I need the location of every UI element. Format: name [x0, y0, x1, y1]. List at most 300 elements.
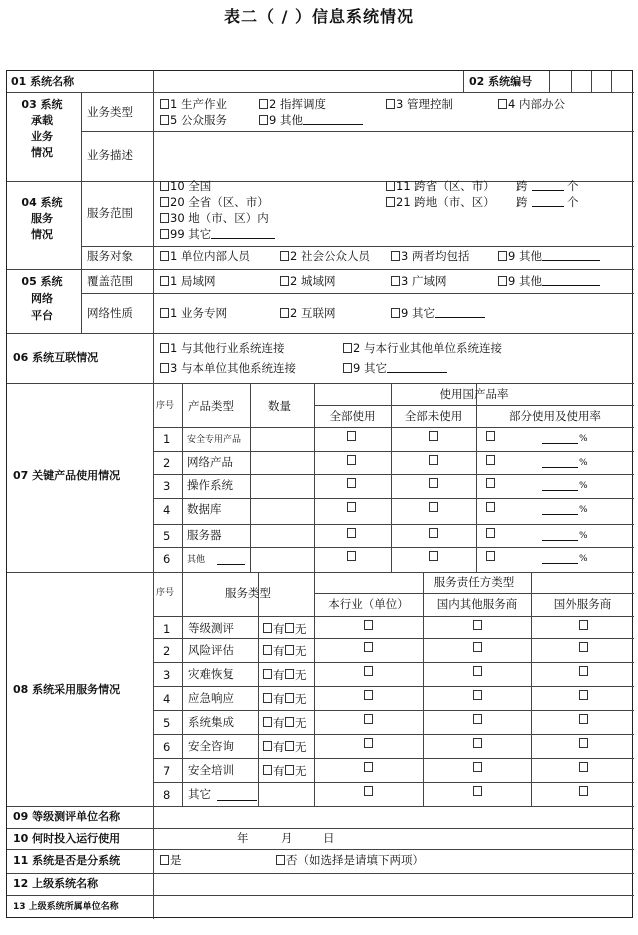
all-used-checkbox[interactable] [347, 528, 356, 538]
business-label-line: 情况 [31, 146, 53, 159]
grid-line [153, 547, 634, 548]
local-provider-checkbox[interactable] [364, 690, 373, 700]
usage-rate-blank[interactable] [542, 432, 578, 444]
grid-line [153, 734, 634, 735]
grid-line [81, 246, 634, 247]
domestic-provider-checkbox[interactable] [473, 786, 482, 796]
seq-header: 序号 [156, 588, 175, 598]
row-number: 2 [163, 644, 171, 658]
checkbox-label: 5 公众服务 [170, 113, 227, 127]
biz-type-option[interactable] [259, 97, 326, 111]
grid-line [7, 806, 634, 807]
foreign-provider-checkbox[interactable] [579, 666, 588, 676]
partial-used-checkbox[interactable] [486, 431, 495, 441]
grid-line [7, 828, 634, 829]
business-label-line: 业务 [31, 130, 53, 143]
checkbox-label: 11 跨省（区、市） [396, 179, 495, 193]
checkbox[interactable] [386, 99, 395, 109]
checkbox[interactable] [160, 99, 169, 109]
has-checkbox[interactable] [263, 669, 272, 679]
biz-type-option[interactable] [160, 97, 227, 111]
none-checkbox[interactable] [285, 741, 294, 751]
product-name: 安全专用产品 [187, 435, 242, 445]
interconnect-option[interactable] [160, 361, 296, 375]
scope-option[interactable] [160, 211, 269, 225]
checkbox[interactable] [160, 229, 169, 239]
none-label: 无 [295, 764, 307, 778]
checkbox-label: 10 全国 [170, 179, 212, 193]
qty-header: 数量 [268, 399, 291, 413]
local-provider-checkbox[interactable] [364, 642, 373, 652]
none-used-checkbox[interactable] [429, 455, 438, 465]
scope-option[interactable] [160, 227, 275, 241]
has-label: 有 [273, 692, 285, 706]
year-label: 年 [237, 831, 249, 845]
local-provider-checkbox[interactable] [364, 786, 373, 796]
checkbox-label: 2 城域网 [290, 274, 336, 288]
grid-line [153, 662, 634, 663]
grid-line [463, 71, 464, 92]
row-number: 5 [163, 529, 171, 543]
domestic-provider-checkbox[interactable] [473, 762, 482, 772]
none-checkbox[interactable] [285, 717, 294, 727]
fill-in-blank[interactable] [303, 113, 363, 125]
row-number: 6 [163, 552, 171, 566]
target-option[interactable] [160, 249, 250, 263]
all-used-checkbox[interactable] [347, 455, 356, 465]
span-label: 跨 [516, 195, 528, 209]
business-desc-label: 业务描述 [87, 148, 133, 162]
operation-date-label: 10 何时投入运行使用 [13, 832, 121, 845]
local-provider-checkbox[interactable] [364, 714, 373, 724]
grid-line [153, 474, 634, 475]
count-unit: 个 [567, 195, 579, 209]
checkbox[interactable] [280, 251, 289, 261]
grid-line [314, 593, 634, 594]
domestic-provider-checkbox[interactable] [473, 666, 482, 676]
checkbox[interactable] [280, 276, 289, 286]
grid-line [81, 269, 82, 333]
has-label: 有 [273, 644, 285, 658]
grid-line [258, 572, 259, 806]
scope-option[interactable] [160, 179, 211, 193]
checkbox[interactable] [391, 251, 400, 261]
foreign-provider-checkbox[interactable] [579, 738, 588, 748]
checkbox[interactable] [386, 197, 395, 207]
row-number: 4 [163, 692, 171, 706]
cover-label: 覆盖范围 [87, 274, 133, 288]
grid-line [153, 333, 154, 383]
other-service-blank[interactable] [217, 789, 257, 801]
grid-line [153, 806, 154, 919]
row-number: 4 [163, 503, 171, 517]
page-title: 表二（ / ）信息系统情况 [224, 7, 414, 26]
checkbox-label: 99 其它 [170, 227, 212, 241]
checkbox[interactable] [160, 115, 169, 125]
biz-type-option[interactable] [160, 113, 227, 127]
key-product-label: 07 关键产品使用情况 [13, 469, 121, 482]
service-type-header: 服务类型 [225, 586, 271, 600]
checkbox[interactable] [391, 308, 400, 318]
cover-option[interactable] [391, 274, 446, 288]
domestic-provider-header: 国内其他服务商 [436, 597, 518, 611]
has-checkbox[interactable] [263, 623, 272, 633]
interconnect-label: 06 系统互联情况 [13, 351, 99, 364]
service-name: 系统集成 [188, 715, 234, 729]
grid-line [153, 686, 634, 687]
checkbox[interactable] [160, 855, 169, 865]
service-usage-label: 08 系统采用服务情况 [13, 683, 121, 696]
checkbox-label: 3 广域网 [401, 274, 447, 288]
grid-line [153, 498, 634, 499]
target-option[interactable] [391, 249, 469, 263]
none-label: 无 [295, 644, 307, 658]
service-name: 安全培训 [188, 763, 234, 777]
service-target-label: 服务对象 [87, 249, 133, 263]
fill-in-blank[interactable] [532, 195, 564, 207]
checkbox-label: 3 管理控制 [396, 97, 453, 111]
row-number: 1 [163, 622, 171, 636]
fill-in-blank[interactable] [435, 306, 485, 318]
partial-used-checkbox[interactable] [486, 478, 495, 488]
grid-line [611, 71, 612, 92]
parent-org-label: 13 上级系统所属单位名称 [13, 902, 119, 912]
cover-option[interactable] [280, 274, 335, 288]
none-used-checkbox[interactable] [429, 431, 438, 441]
none-label: 无 [295, 740, 307, 754]
percent-sign: % [579, 434, 588, 444]
interconnect-option[interactable] [343, 341, 502, 355]
service-name: 风险评估 [188, 643, 234, 657]
has-checkbox[interactable] [263, 765, 272, 775]
all-used-checkbox[interactable] [347, 478, 356, 488]
scope-option[interactable] [386, 195, 495, 209]
service-name: 等级测评 [188, 621, 234, 635]
percent-sign: % [579, 458, 588, 468]
checkbox[interactable] [160, 181, 169, 191]
product-name: 服务器 [187, 528, 222, 542]
local-provider-checkbox[interactable] [364, 666, 373, 676]
grid-line [7, 895, 634, 896]
row-number: 6 [163, 740, 171, 754]
checkbox[interactable] [259, 115, 268, 125]
none-label: 无 [295, 716, 307, 730]
nature-option[interactable] [391, 306, 485, 320]
checkbox-label: 20 全省（区、市） [170, 195, 269, 209]
percent-sign: % [579, 481, 588, 491]
checkbox-label: 1 局域网 [170, 274, 216, 288]
checkbox-label: 30 地（市、区）内 [170, 211, 269, 225]
day-label: 日 [323, 831, 335, 845]
assessor-name-label: 09 等级测评单位名称 [13, 810, 121, 823]
business-label-line: 承载 [31, 114, 53, 127]
checkbox-label: 是 [170, 853, 182, 867]
info-system-form [6, 70, 633, 918]
service-scope-label: 服务范围 [87, 206, 133, 220]
domestic-provider-checkbox[interactable] [473, 690, 482, 700]
biz-type-option[interactable] [386, 97, 453, 111]
row-number: 8 [163, 788, 171, 802]
checkbox-label: 9 其他 [508, 249, 542, 263]
none-used-checkbox[interactable] [429, 551, 438, 561]
all-used-checkbox[interactable] [347, 431, 356, 441]
local-provider-checkbox[interactable] [364, 620, 373, 630]
grid-line [7, 333, 634, 334]
service-name: 安全咨询 [188, 739, 234, 753]
checkbox[interactable] [498, 99, 507, 109]
has-checkbox[interactable] [263, 717, 272, 727]
checkbox-label: 9 其他 [269, 113, 303, 127]
checkbox-label: 21 跨地（市、区） [396, 195, 495, 209]
checkbox[interactable] [280, 308, 289, 318]
checkbox[interactable] [160, 276, 169, 286]
cover-option[interactable] [498, 274, 600, 288]
checkbox-label: 2 指挥调度 [269, 97, 326, 111]
interconnect-option[interactable] [160, 341, 284, 355]
row-number: 1 [163, 432, 171, 446]
nature-option[interactable] [160, 306, 227, 320]
nature-label: 网络性质 [87, 306, 133, 320]
checkbox[interactable] [498, 251, 507, 261]
has-label: 有 [273, 764, 285, 778]
checkbox-label: 1 与其他行业系统连接 [170, 341, 285, 355]
row-number: 3 [163, 668, 171, 682]
fill-in-blank[interactable] [542, 249, 600, 261]
product-name: 操作系统 [187, 478, 233, 492]
grid-line [549, 71, 550, 92]
partial-used-checkbox[interactable] [486, 455, 495, 465]
grid-line [153, 92, 154, 181]
row-number: 2 [163, 456, 171, 470]
none-checkbox[interactable] [285, 765, 294, 775]
biz-type-option[interactable] [498, 97, 565, 111]
none-checkbox[interactable] [285, 645, 294, 655]
none-label: 无 [295, 668, 307, 682]
grid-line [591, 71, 592, 92]
grid-line [153, 71, 154, 92]
other-product-blank[interactable] [217, 553, 245, 565]
grid-line [153, 181, 154, 269]
checkbox[interactable] [160, 213, 169, 223]
subsystem-yes[interactable] [160, 853, 182, 867]
grid-line [7, 92, 634, 93]
grid-line [250, 383, 251, 572]
checkbox-label: 否（如选择是请填下两项） [286, 853, 424, 867]
grid-line [153, 638, 634, 639]
has-label: 有 [273, 716, 285, 730]
biz-type-option[interactable] [259, 113, 363, 127]
grid-line [153, 572, 154, 806]
grid-line [153, 451, 634, 452]
foreign-provider-checkbox[interactable] [579, 620, 588, 630]
checkbox-label: 2 社会公众人员 [290, 249, 370, 263]
usage-rate-blank[interactable] [542, 503, 578, 515]
grid-line [153, 524, 634, 525]
checkbox[interactable] [160, 308, 169, 318]
grid-line [7, 383, 634, 384]
all-used-checkbox[interactable] [347, 502, 356, 512]
fill-in-blank[interactable] [387, 361, 447, 373]
grid-line [153, 616, 634, 617]
domestic-provider-checkbox[interactable] [473, 620, 482, 630]
foreign-provider-checkbox[interactable] [579, 642, 588, 652]
grid-line [182, 383, 183, 572]
service-label-line: 04 系统 [21, 196, 63, 209]
checkbox[interactable] [386, 181, 395, 191]
none-checkbox[interactable] [285, 693, 294, 703]
usage-rate-blank[interactable] [542, 552, 578, 564]
checkbox[interactable] [391, 276, 400, 286]
row-number: 3 [163, 479, 171, 493]
checkbox-label: 4 内部办公 [508, 97, 565, 111]
month-label: 月 [281, 831, 293, 845]
has-label: 有 [273, 668, 285, 682]
has-checkbox[interactable] [263, 645, 272, 655]
domestic-provider-checkbox[interactable] [473, 714, 482, 724]
local-provider-header: 本行业（单位） [328, 597, 409, 611]
checkbox-label: 9 其它 [401, 306, 435, 320]
target-option[interactable] [498, 249, 600, 263]
product-type-header: 产品类型 [188, 399, 234, 413]
foreign-provider-header: 国外服务商 [553, 597, 612, 611]
foreign-provider-checkbox[interactable] [579, 714, 588, 724]
foreign-provider-checkbox[interactable] [579, 786, 588, 796]
checkbox[interactable] [498, 276, 507, 286]
parent-system-label: 12 上级系统名称 [13, 877, 99, 890]
usage-rate-blank[interactable] [542, 456, 578, 468]
checkbox[interactable] [160, 343, 169, 353]
partial-used-checkbox[interactable] [486, 528, 495, 538]
checkbox[interactable] [343, 363, 352, 373]
has-checkbox[interactable] [263, 693, 272, 703]
checkbox-label: 9 其它 [353, 361, 387, 375]
is-subsystem-label: 11 系统是否是分系统 [13, 854, 121, 867]
none-used-checkbox[interactable] [429, 502, 438, 512]
grid-line [81, 181, 82, 269]
none-used-header: 全部未使用 [404, 409, 463, 423]
has-checkbox[interactable] [263, 741, 272, 751]
none-label: 无 [295, 622, 307, 636]
scope-option[interactable] [386, 179, 495, 193]
fill-in-blank[interactable] [542, 274, 600, 286]
checkbox[interactable] [160, 363, 169, 373]
target-option[interactable] [280, 249, 370, 263]
checkbox[interactable] [259, 99, 268, 109]
resp-type-header: 服务责任方类型 [433, 575, 515, 589]
grid-line [7, 572, 634, 573]
checkbox[interactable] [343, 343, 352, 353]
partial-used-header: 部分使用及使用率 [509, 409, 601, 423]
domestic-provider-checkbox[interactable] [473, 642, 482, 652]
row-number: 7 [163, 764, 171, 778]
nature-option[interactable] [280, 306, 335, 320]
grid-line [7, 849, 634, 850]
all-used-header: 全部使用 [329, 409, 376, 423]
grid-line [81, 293, 634, 294]
scope-option[interactable] [160, 195, 269, 209]
product-name: 数据库 [187, 502, 222, 516]
product-name: 网络产品 [187, 455, 233, 469]
business-label-line: 03 系统 [21, 98, 63, 111]
grid-line [153, 782, 634, 783]
partial-used-checkbox[interactable] [486, 551, 495, 561]
fill-in-blank[interactable] [211, 227, 275, 239]
partial-used-checkbox[interactable] [486, 502, 495, 512]
network-label-line: 网络 [31, 292, 53, 305]
service-name: 应急响应 [188, 691, 234, 705]
local-provider-checkbox[interactable] [364, 738, 373, 748]
grid-line [81, 92, 82, 181]
domestic-provider-checkbox[interactable] [473, 738, 482, 748]
none-used-checkbox[interactable] [429, 478, 438, 488]
span-label: 跨 [516, 179, 528, 193]
domestic-rate-header: 使用国产品率 [439, 387, 509, 401]
grid-line [153, 269, 154, 333]
system-code-label: 02 系统编号 [469, 75, 533, 88]
grid-line [153, 427, 314, 428]
foreign-provider-checkbox[interactable] [579, 762, 588, 772]
checkbox-label: 1 单位内部人员 [170, 249, 250, 263]
checkbox-label: 9 其他 [508, 274, 542, 288]
fill-in-blank[interactable] [532, 179, 564, 191]
percent-sign: % [579, 554, 588, 564]
grid-line [571, 71, 572, 92]
count-unit: 个 [567, 179, 579, 193]
grid-line [182, 572, 183, 806]
grid-line [7, 269, 634, 270]
local-provider-checkbox[interactable] [364, 762, 373, 772]
has-label: 有 [273, 622, 285, 636]
checkbox[interactable] [276, 855, 285, 865]
usage-rate-blank[interactable] [542, 479, 578, 491]
subsystem-no[interactable] [276, 853, 424, 867]
network-label-line: 平台 [31, 309, 53, 322]
cover-option[interactable] [160, 274, 215, 288]
service-name: 灾难恢复 [188, 667, 234, 681]
grid-line [153, 758, 634, 759]
service-name: 其它 [188, 787, 211, 801]
grid-line [153, 383, 154, 572]
usage-rate-blank[interactable] [542, 529, 578, 541]
product-name: 其他 [187, 555, 206, 565]
checkbox-label: 2 互联网 [290, 306, 336, 320]
business-type-label: 业务类型 [87, 105, 133, 119]
checkbox[interactable] [160, 251, 169, 261]
percent-sign: % [579, 505, 588, 515]
seq-header: 序号 [156, 401, 175, 411]
interconnect-option[interactable] [343, 361, 447, 375]
none-label: 无 [295, 692, 307, 706]
grid-line [7, 873, 634, 874]
checkbox[interactable] [160, 197, 169, 207]
grid-line [153, 710, 634, 711]
system-name-label: 01 系统名称 [11, 75, 75, 88]
grid-line [81, 131, 634, 132]
network-label-line: 05 系统 [21, 275, 63, 288]
service-label-line: 情况 [31, 228, 53, 241]
none-used-checkbox[interactable] [429, 528, 438, 538]
grid-line [314, 405, 634, 406]
checkbox-label: 1 生产作业 [170, 97, 227, 111]
none-checkbox[interactable] [285, 623, 294, 633]
none-checkbox[interactable] [285, 669, 294, 679]
has-label: 有 [273, 740, 285, 754]
checkbox-label: 3 与本单位其他系统连接 [170, 361, 296, 375]
all-used-checkbox[interactable] [347, 551, 356, 561]
foreign-provider-checkbox[interactable] [579, 690, 588, 700]
checkbox-label: 1 业务专网 [170, 306, 227, 320]
percent-sign: % [579, 531, 588, 541]
